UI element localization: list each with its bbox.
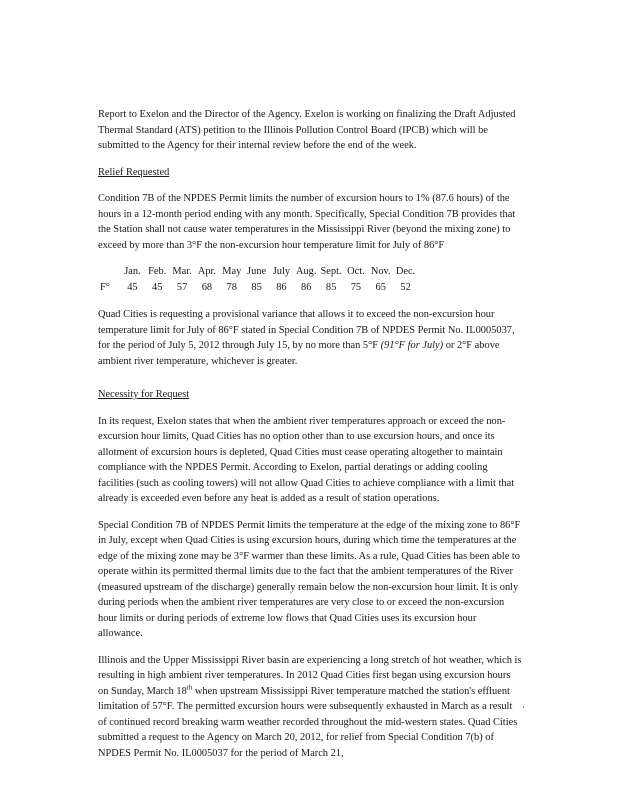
month-header-row (98, 264, 418, 280)
paragraph-condition-7b: Condition 7B of the NPDES Permit limits the number of excursion hours to 1% (87.6 hours) of the hours in a 12-month period ending with any month. Specifically, Special Condition 7B provides that the Station shall not cause water temperatures in the Mississippi River (beyond the mixing zone) to exceed by more than 3°F the non-excursion hour temperature limit for July of 86°F (98, 193, 516, 251)
month-dec: Dec. (395, 266, 416, 277)
temp-feb: 45 (152, 281, 163, 293)
ordinal-suffix: th (186, 683, 193, 692)
month-row-label (98, 264, 120, 280)
hot-weather-text-a: Illinois and the Upper Mississippi River basin are experiencing a long stretch of hot weather, which is resulting in high ambient river temperatures. In 2012 Quad Cities first began using excursion hours on Sunday, March 18 (98, 654, 522, 697)
month-oct: Oct. (347, 266, 365, 277)
document-page (98, 107, 522, 772)
variance-italic-note: (91°F for July) (380, 340, 444, 351)
paragraph-special-condition: Special Condition 7B of NPDES Permit limits the temperature at the edge of the mixing zone to 86°F in July, except when Quad Cities is using excursion hours, during which time the temperatures at the edge of the mixing zone may be 3°F warmer than these limits. As a rule, Quad Cities has been able to operate within its permitted thermal limits due to the fact that the ambient temperatures of the River (measured upstream of the discharge) generally remain below the non-excursion hour limit. It is only during periods when the ambient river temperatures are very close to or exceed the non-excursion hour limits or during periods of extreme low flows that Quad Cities uses its excursion hour allowance. (98, 519, 521, 639)
temp-may: 78 (226, 281, 237, 293)
temp-july: 86 (276, 281, 287, 293)
variance-text-end: or 2°F above ambient river temperature, whichever is greater. (98, 340, 500, 367)
hot-weather-text-b: when upstream Mississippi River temperature matched the station's effluent limitation of 57°F. The permitted excursion hours were subsequently exhausted in March as a result of continued record breaking warm weather recorded throughout the mid-western states. Quad Cities submitted a request to the Agency on March 20, 2012, for relief from Special Condition 7(b) of NPDES Permit No. IL0005037 for the period of March 21, (98, 685, 518, 759)
temperature-unit-label: F° (100, 281, 110, 293)
paragraph-variance-request (98, 307, 522, 369)
month-feb: Feb. (148, 266, 167, 277)
variance-text: Quad Cities is requesting a provisional variance that allows it to exceed the non-excursion hour temperature limit for July of 86°F stated in Special Condition 7B of NPDES Permit No. IL0005037, for the period of July 5, 2012 through July 15, by no more than 5°F (98, 309, 515, 351)
temp-aug: 86 (301, 281, 312, 293)
month-june: June (247, 266, 267, 277)
temp-sept: 85 (325, 281, 337, 293)
month-sept: Sept. (320, 266, 342, 277)
paragraph-intro: Report to Exelon and the Director of the Agency. Exelon is working on finalizing the Draft Adjusted Thermal Standard (ATS) petition to the Illinois Pollution Control Board (IPCB) which will be submitted to the Agency for their internal review before the end of the week. (98, 109, 516, 151)
temp-oct: 75 (350, 281, 362, 293)
temp-apr: 68 (201, 281, 213, 293)
heading-necessity-for-request: Necessity for Request (98, 389, 190, 400)
temp-june: 85 (251, 281, 262, 293)
month-july: July (272, 266, 291, 277)
month-jan: Jan. (124, 266, 141, 277)
month-mar: Mar. (172, 266, 192, 277)
temp-jan: 45 (127, 281, 138, 293)
page-corner-mark: · (522, 702, 525, 712)
temp-dec: 52 (400, 281, 411, 293)
paragraph-hot-weather (98, 653, 522, 762)
month-nov: Nov. (370, 266, 391, 277)
temperature-limit-row (98, 280, 418, 296)
heading-relief-requested: Relief Requested (98, 166, 170, 178)
temp-mar: 57 (176, 281, 188, 293)
temp-nov: 65 (375, 281, 386, 293)
month-apr: Apr. (197, 266, 216, 277)
paragraph-exelon-states: In its request, Exelon states that when the ambient river temperatures approach or exceed the non-excursion hour limits, Quad Cities has no option other than to use excursion hours, and once its allotment of excursion hours is depleted, Quad Cities must cease operating altogether to maintain compliance with the NPDES Permit. According to Exelon, partial deratings or adding cooling facilities (such as cooling towers) will not allow Quad Cities to achieve compliance with a limit that already is exceeded even before any heat is added as a result of station operations. (98, 415, 515, 504)
month-aug: Aug. (295, 266, 317, 277)
month-may: May (222, 266, 242, 277)
